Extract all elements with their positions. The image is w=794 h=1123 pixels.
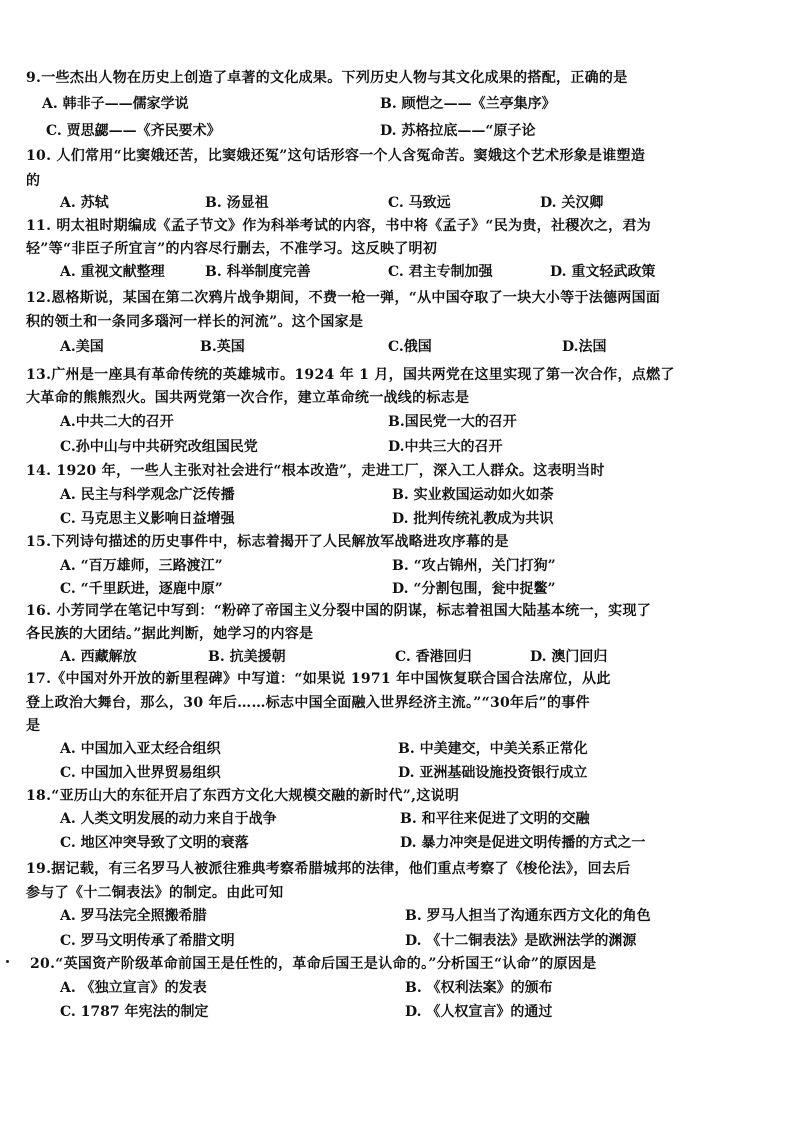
q16-option-a: A. 西藏解放 [60,649,137,665]
q20-option-b: B. 《权利法案》的颁布 [405,980,553,996]
q19-stem-line1: 19.据记载，有三名罗马人被派往雅典考察希腊城邦的法律，他们重点考察了《梭伦法》，回去后 [26,861,631,877]
q9-option-a: A. 韩非子——儒家学说 [42,96,189,112]
q16-option-c: C. 香港回归 [395,649,472,665]
q10-stem-line1: 10. 人们常用“比窦娥还苦，比窦娥还冤”这句话形容一个人含冤命苦。窦娥这个艺术形象是谁塑造 [26,148,646,164]
q11-option-a: A. 重视文献整理 [60,264,165,280]
q17-stem-line2: 登上政治大舞台，那么，30 年后……标志中国全面融入世界经济主流。”“30年后”的事件 [26,695,590,711]
q16-option-b: B. 抗美援朝 [208,649,286,665]
q19-stem-line2: 参与了《十二铜表法》的制定。由此可知 [26,885,284,901]
q12-stem-line2: 积的领土和一条同多瑙河一样长的河流”。这个国家是 [26,314,364,330]
q17-option-a: A. 中国加入亚太经合组织 [60,741,221,757]
q10-option-d: D. 关汉卿 [540,195,604,211]
q11-stem-line1: 11. 明太祖时期编成《孟子节文》作为科举考试的内容，书中将《孟子》“民为贵，社稷次之，君为 [26,218,652,234]
q10-option-c: C. 马致远 [388,195,451,211]
q10-stem-line2: 的 [26,173,41,189]
q12-option-b: B.英国 [200,339,245,355]
q13-option-a: A.中共二大的召开 [60,414,174,430]
q15-option-b: B. “攻占锦州，关门打狗” [392,558,556,574]
q13-stem-line1: 13.广州是一座具有革命传统的英雄城市。1924 年 1 月，国共两党在这里实现了第一次合作，点燃了 [26,367,675,383]
q16-stem-line2: 各民族的大团结。”据此判断，她学习的内容是 [26,626,314,642]
q10-option-a: A. 苏轼 [60,195,109,211]
q16-option-d: D. 澳门回归 [530,649,608,665]
q14-option-d: D. 批判传统礼教成为共识 [392,511,554,527]
q19-option-a: A. 罗马法完全照搬希腊 [60,908,207,924]
q18-option-d: D. 暴力冲突是促进文明传播的方式之一 [400,835,646,851]
q17-stem-line3: 是 [26,718,41,734]
q15-option-c: C. “千里跃进，逐鹿中原” [60,581,223,597]
q11-option-b: B. 科举制度完善 [205,264,311,280]
q16-stem-line1: 16. 小芳同学在笔记中写到：“粉碎了帝国主义分裂中国的阴谋，标志着祖国大陆基本统一，实现了 [26,603,652,619]
q15-option-a: A. “百万雄师，三路渡江” [60,558,223,574]
q9-option-d: D. 苏格拉底——“原子论 [380,123,536,139]
q18-option-b: B. 和平往来促进了文明的交融 [400,811,590,827]
q10-option-b: B. 汤显祖 [205,195,269,211]
q13-stem-line2: 大革命的熊熊烈火。国共两党第一次合作，建立革命统一战线的标志是 [26,390,470,406]
q9-option-b: B. 顾恺之——《兰亭集序》 [380,96,556,112]
q20-option-c: C. 1787 年宪法的制定 [60,1004,209,1020]
q12-option-d: D.法国 [562,339,607,355]
q13-option-c: C.孙中山与中共研究改组国民党 [60,439,258,455]
q17-option-c: C. 中国加入世界贸易组织 [60,765,221,781]
q17-stem-line1: 17.《中国对外开放的新里程碑》中写道：“如果说 1971 年中国恢复联合国合法席位，从此 [26,671,611,687]
q18-stem: 18.“亚历山大的东征开启了东西方文化大规模交融的新时代”,这说明 [26,788,460,804]
q19-option-d: D. 《十二铜表法》是欧洲法学的渊源 [405,933,637,949]
q12-stem-line1: 12.恩格斯说，某国在第二次鸦片战争期间，不费一枪一弹，“从中国夺取了一块大小等于法德两国面 [26,290,661,306]
q20-option-a: A. 《独立宣言》的发表 [60,980,207,996]
q11-option-d: D. 重文轻武政策 [550,264,656,280]
q12-option-c: C.俄国 [388,339,432,355]
q17-option-d: D. 亚洲基础设施投资银行成立 [398,765,588,781]
q20-stem: 20.“英国资产阶级革命前国王是任性的，革命后国王是认命的。”分析国王“认命”的原因是 [30,956,597,972]
q15-option-d: D. “分割包围，瓮中捉鳖” [392,581,556,597]
q17-option-b: B. 中美建交，中美关系正常化 [398,741,588,757]
q11-option-c: C. 君主专制加强 [388,264,493,280]
q14-option-a: A. 民主与科学观念广泛传播 [60,487,235,503]
q13-option-b: B.国民党一大的召开 [388,414,517,430]
q12-option-a: A.美国 [60,339,104,355]
q9-stem: 9.一些杰出人物在历史上创造了卓著的文化成果。下列历史人物与其文化成果的搭配，正确的是 [26,70,628,86]
q11-stem-line2: 轻”等“非臣子所宜言”的内容尽行删去，不准学习。这反映了明初 [26,241,438,257]
q15-stem: 15.下列诗句描述的历史事件中，标志着揭开了人民解放军战略进攻序幕的是 [26,534,509,550]
q19-option-b: B. 罗马人担当了沟通东西方文化的角色 [405,908,651,924]
q18-option-c: C. 地区冲突导致了文明的衰落 [60,835,249,851]
q14-option-b: B. 实业救国运动如火如荼 [392,487,554,503]
q13-option-d: D.中共三大的召开 [388,439,503,455]
q14-option-c: C. 马克思主义影响日益增强 [60,511,235,527]
scan-speck [6,960,9,963]
q20-option-d: D. 《人权宣言》的通过 [405,1004,553,1020]
q14-stem: 14. 1920 年，一些人主张对社会进行“根本改造”，走进工厂，深入工人群众。这表明当时 [26,463,605,479]
q19-option-c: C. 罗马文明传承了希腊文明 [60,933,235,949]
q9-option-c: C. 贾思勰——《齐民要术》 [46,123,221,139]
q18-option-a: A. 人类文明发展的动力来自于战争 [60,811,277,827]
